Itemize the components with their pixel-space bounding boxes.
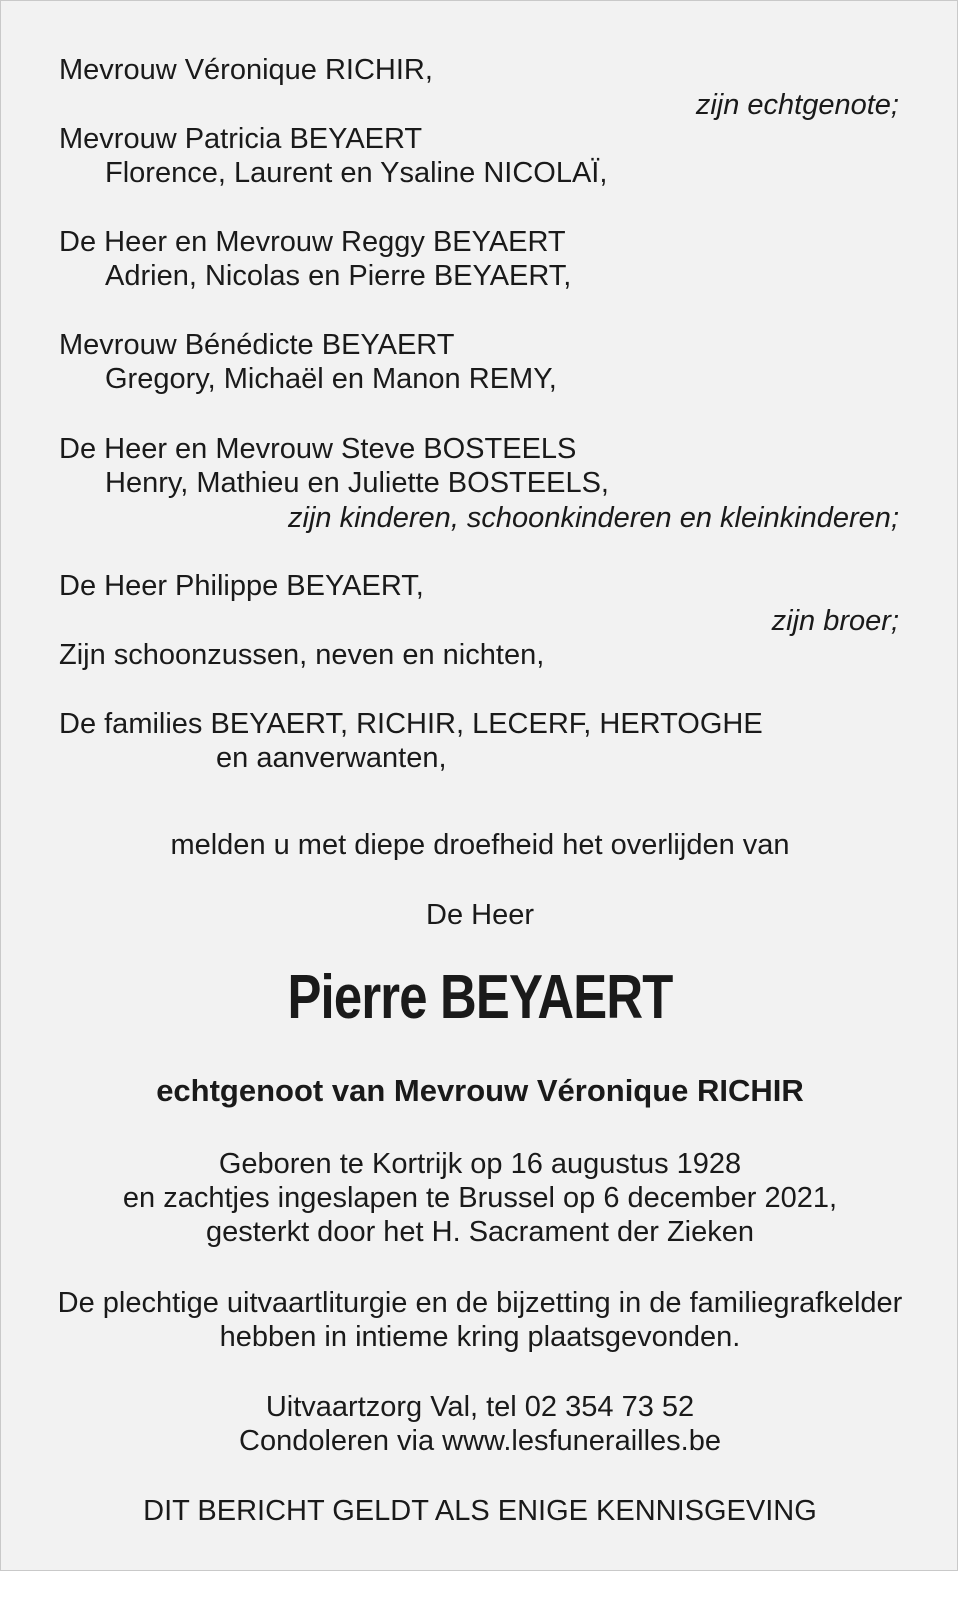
condolences-line: Condoleren via www.lesfunerailles.be: [239, 1425, 721, 1457]
families-cont-line: en aanverwanten,: [216, 742, 447, 774]
title-line: De Heer: [426, 899, 534, 931]
spouse-of-line: echtgenoot van Mevrouw Véronique RICHIR: [156, 1073, 804, 1108]
born-line: Geboren te Kortrijk op 16 augustus 1928: [218, 1148, 742, 1180]
child1-kids-line: Florence, Laurent en Ysaline NICOLAÏ,: [105, 157, 608, 189]
child2-line: De Heer en Mevrouw Reggy BEYAERT: [59, 226, 566, 258]
deceased-name: Pierre BEYAERT: [287, 963, 673, 1032]
undertaker-line: Uitvaartzorg Val, tel 02 354 73 52: [265, 1391, 695, 1423]
sacrament-line: gesterkt door het H. Sacrament der Zieken: [205, 1216, 755, 1248]
died-line: en zachtjes ingeslapen te Brussel op 6 december 2021,: [122, 1182, 838, 1214]
child2-kids-line: Adrien, Nicolas en Pierre BEYAERT,: [105, 260, 572, 292]
spouse-relation: zijn echtgenote;: [695, 89, 899, 121]
child4-line: De Heer en Mevrouw Steve BOSTEELS: [59, 433, 577, 465]
intro-line: melden u met diepe droefheid het overlijden van: [170, 829, 790, 861]
child1-line: Mevrouw Patricia BEYAERT: [59, 123, 423, 155]
notice-line: DIT BERICHT GELDT ALS ENIGE KENNISGEVING: [143, 1495, 817, 1527]
brother-relation: zijn broer;: [771, 605, 899, 637]
funeral-line-1: De plechtige uitvaartliturgie en de bijzetting in de familiegrafkelder: [57, 1287, 903, 1319]
brother-line: De Heer Philippe BEYAERT,: [59, 570, 424, 602]
spouse-line: Mevrouw Véronique RICHIR,: [59, 54, 433, 86]
child4-kids-line: Henry, Mathieu en Juliette BOSTEELS,: [105, 467, 609, 499]
families-line: De families BEYAERT, RICHIR, LECERF, HERTOGHE: [59, 708, 763, 740]
in-laws-line: Zijn schoonzussen, neven en nichten,: [59, 639, 545, 671]
child3-line: Mevrouw Bénédicte BEYAERT: [59, 329, 455, 361]
children-relation: zijn kinderen, schoonkinderen en kleinkinderen;: [288, 502, 899, 534]
child3-kids-line: Gregory, Michaël en Manon REMY,: [105, 363, 557, 395]
funeral-line-2: hebben in intieme kring plaatsgevonden.: [219, 1321, 741, 1353]
